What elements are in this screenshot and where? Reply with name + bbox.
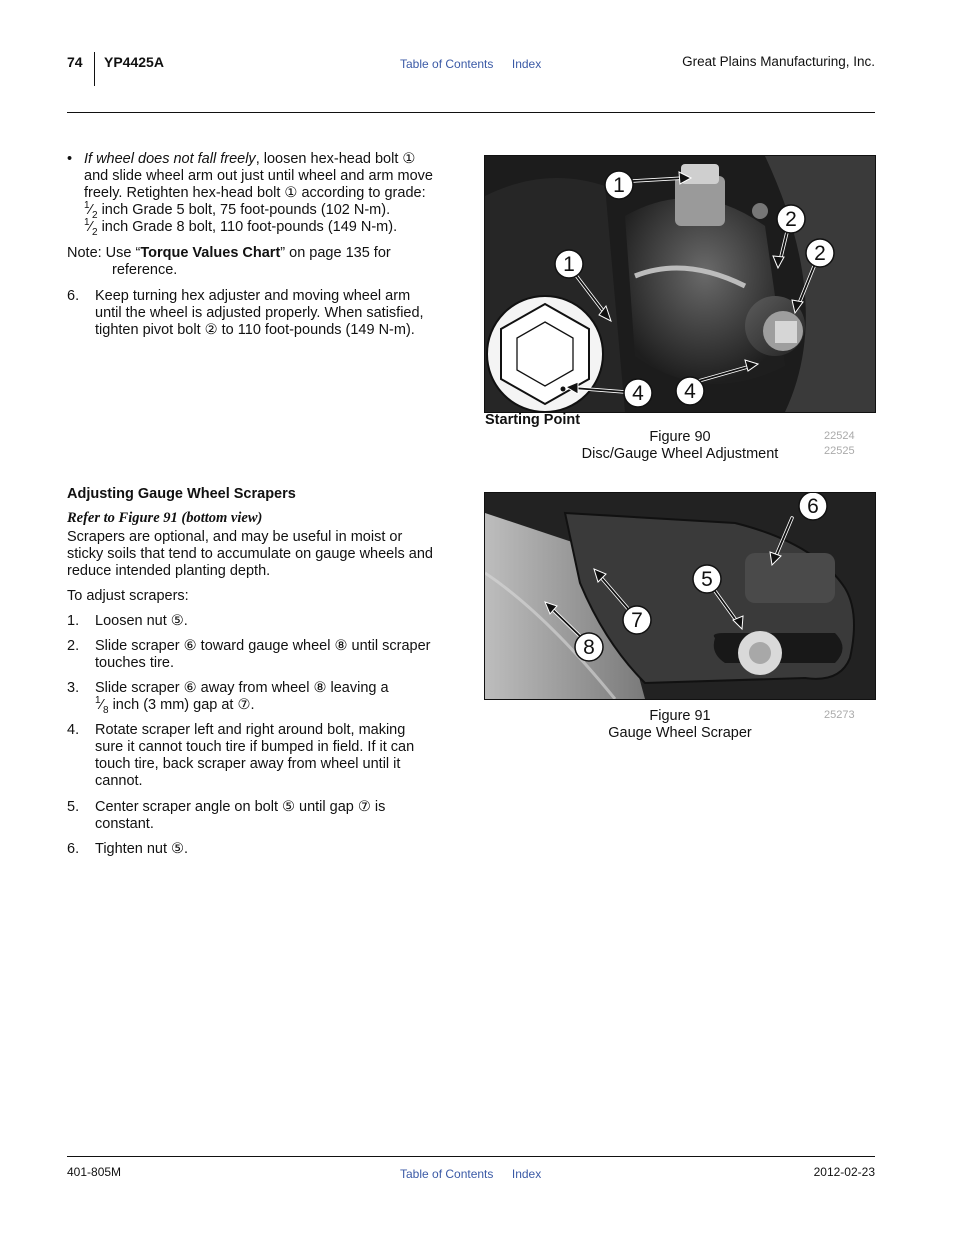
index-link[interactable]: Index <box>511 57 542 71</box>
footer-nav <box>400 1165 541 1183</box>
footer-index-link[interactable]: Index <box>511 1167 542 1181</box>
figure-90-ids: 22524 22525 <box>824 430 855 457</box>
disc-gauge-wheel-illustration <box>485 156 875 412</box>
model-number: YP4425A <box>104 54 164 70</box>
callout-8 <box>573 631 605 667</box>
callout-7 <box>621 604 653 640</box>
svg-text:2: 2 <box>785 208 797 231</box>
svg-text:4: 4 <box>684 380 696 403</box>
callout-4-inset <box>622 377 654 413</box>
bullet-text: If wheel does not fall freely, loosen hex-head bolt ① and slide wheel arm out just until wheel and arm move freely. Retighten hex-head bolt ① according to grade: $^1⁄_2$ inch Grade 5 bolt, 75 foot-pounds (102 N-m). $^1⁄_2$ inch Grade 8 bolt, 110 foot-pounds (149 N-m). <box>84 151 474 236</box>
callout-1-upper <box>603 169 635 205</box>
callout-6 <box>797 492 829 526</box>
bullet-lead: If wheel does not fall freely <box>84 151 256 167</box>
page-number: 74 <box>67 54 83 70</box>
figure-91-caption: Figure 91 Gauge Wheel Scraper <box>608 708 752 741</box>
figure-91-photo <box>484 492 876 700</box>
section-heading: Adjusting Gauge Wheel Scrapers <box>67 486 296 502</box>
callout-2-right <box>804 237 836 273</box>
callout-1-lower <box>553 248 585 284</box>
callout-2-left <box>775 203 807 239</box>
starting-point-label: Starting Point <box>485 412 581 428</box>
header-rule <box>67 112 875 113</box>
svg-text:5: 5 <box>701 568 713 591</box>
header-nav <box>400 55 541 73</box>
footer-table-of-contents-link[interactable]: Table of Contents <box>400 1167 494 1181</box>
svg-text:6: 6 <box>807 495 819 518</box>
torque-grade8: $^1⁄_2$ inch Grade 8 bolt, 110 foot-pounds (149 N-m). <box>84 217 398 238</box>
torque-chart-ref[interactable]: Torque Values Chart <box>140 245 281 261</box>
svg-text:4: 4 <box>632 382 644 405</box>
section-intro: Scrapers are optional, and may be useful in moist or sticky soils that tend to accumulate on gauge wheels and reduce intended planting depth. <box>67 529 433 579</box>
figure-91-id: 25273 <box>824 709 855 721</box>
callout-4-photo <box>674 375 706 411</box>
header-divider <box>94 52 95 86</box>
step-6-top: 6. Keep turning hex adjuster and moving wheel arm until the wheel is adjusted properly. When satisfied, tighten pivot bolt ② to 110 foot-pounds (149 N-m). <box>67 288 424 338</box>
svg-text:1: 1 <box>613 174 625 197</box>
footer-rule <box>67 1156 875 1157</box>
callout-5 <box>691 563 723 599</box>
document-number: 401-805M <box>67 1165 122 1179</box>
figure-90-caption: Figure 90 Disc/Gauge Wheel Adjustment <box>581 429 779 462</box>
note: Note: Use “Torque Values Chart” on page 135 for reference. <box>67 245 391 278</box>
to-adjust-label: To adjust scrapers: <box>67 588 189 604</box>
company-name: Great Plains Manufacturing, Inc. <box>682 54 875 69</box>
torque-grade5: $^1⁄_2$ inch Grade 5 bolt, 75 foot-pounds (102 N-m). <box>84 200 391 221</box>
publication-date: 2012-02-23 <box>813 1165 875 1179</box>
svg-text:2: 2 <box>814 242 826 265</box>
table-of-contents-link[interactable]: Table of Contents <box>400 57 494 71</box>
figure-reference: Refer to Figure 91 (bottom view) <box>67 510 263 526</box>
scraper-steps-list: 1. Loosen nut ⑤. 2. Slide scraper ⑥ toward gauge wheel ⑧ until scraper touches tire. 3. Slide scraper ⑥ away from wheel ⑧ leaving a $^1⁄_8$ inch (3 mm) gap at ⑦. 4. Rotate scraper left and right around bolt, making sure it cannot touch tire if bumped in field. If it can touch tire, back scraper away from wheel until it cannot. 5. Center scraper angle on bolt ⑤ until gap ⑦ is constant. 6. Tighten nut ⑤. <box>67 613 431 857</box>
svg-text:7: 7 <box>631 609 643 632</box>
bullet-mark: • <box>67 151 73 167</box>
figure-90-photo <box>484 155 876 413</box>
svg-text:1: 1 <box>563 253 575 276</box>
svg-text:8: 8 <box>583 636 595 659</box>
